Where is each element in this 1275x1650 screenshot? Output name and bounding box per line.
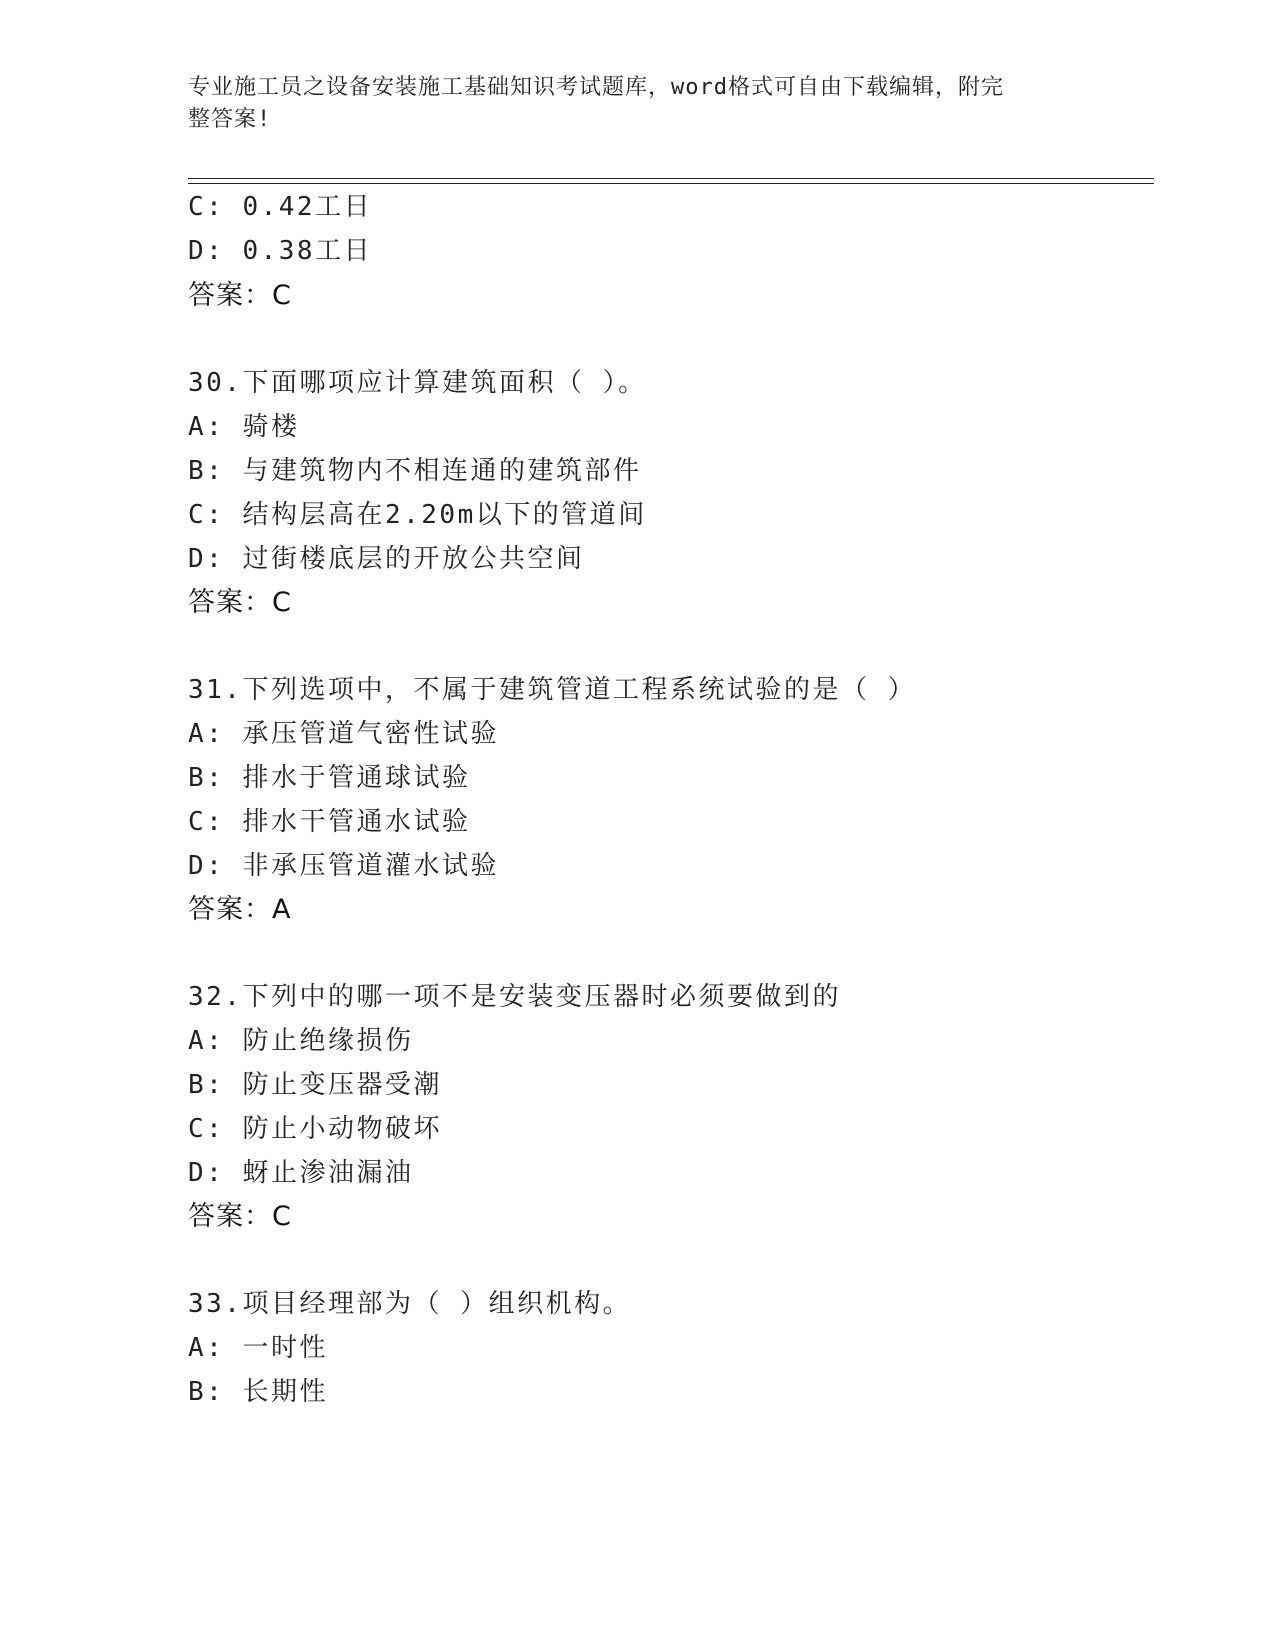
q31-answer: 答案：A <box>188 894 292 925</box>
q31-option-c: C: 排水干管通水试验 <box>188 807 471 837</box>
q32-stem: 32.下列中的哪一项不是安装变压器时必须要做到的 <box>188 982 841 1012</box>
q32-option-d: D: 蚜止渗油漏油 <box>188 1158 414 1188</box>
q33-option-a: A: 一时性 <box>188 1333 328 1363</box>
q31-option-d: D: 非承压管道灌水试验 <box>188 851 499 881</box>
q31-option-a: A: 承压管道气密性试验 <box>188 719 499 749</box>
q30-stem: 30.下面哪项应计算建筑面积（ ）。 <box>188 368 647 398</box>
q29-option-d: D: 0.38工日 <box>188 236 373 266</box>
q30-option-c: C: 结构层高在2.20m以下的管道间 <box>188 500 647 530</box>
q32-option-b: B: 防止变压器受潮 <box>188 1070 442 1100</box>
q30-option-d: D: 过街楼底层的开放公共空间 <box>188 544 585 574</box>
q30-option-b: B: 与建筑物内不相连通的建筑部件 <box>188 456 642 486</box>
q32-option-a: A: 防止绝缘损伤 <box>188 1026 414 1056</box>
q31-option-b: B: 排水于管通球试验 <box>188 763 471 793</box>
document-header <box>188 72 1068 136</box>
header-title-line-1: 专业施工员之设备安装施工基础知识考试题库，word格式可自由下载编辑，附完 <box>188 75 1004 100</box>
q29-answer: 答案：C <box>188 280 292 311</box>
q30-option-a: A: 骑楼 <box>188 412 300 442</box>
q33-stem: 33.项目经理部为（ ）组织机构。 <box>188 1289 632 1319</box>
q30-answer: 答案：C <box>188 587 292 618</box>
q32-option-c: C: 防止小动物破坏 <box>188 1114 442 1144</box>
header-title-line-2: 整答案! <box>188 107 272 132</box>
q31-stem: 31.下列选项中，不属于建筑管道工程系统试验的是（ ） <box>188 675 917 705</box>
q29-option-c: C: 0.42工日 <box>188 192 373 222</box>
header-divider-bottom <box>188 183 1154 184</box>
header-divider-top <box>188 178 1154 179</box>
q33-option-b: B: 长期性 <box>188 1377 328 1407</box>
q32-answer: 答案：C <box>188 1201 292 1232</box>
